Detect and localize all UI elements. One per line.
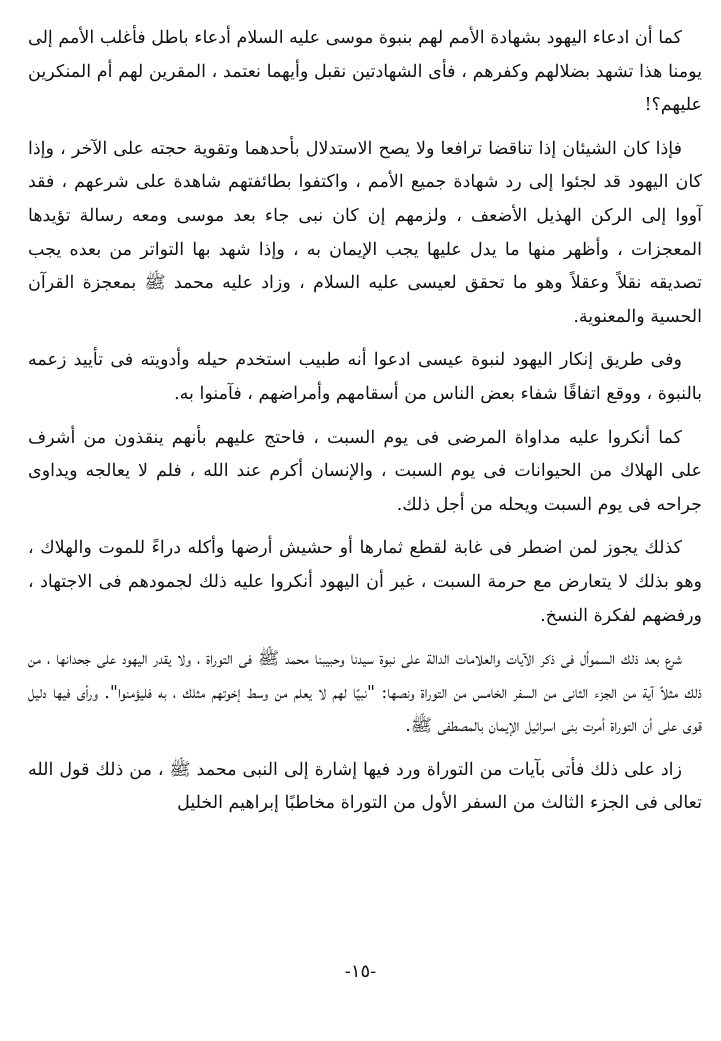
paragraph-6: شرع بعد ذلك السموأل فى ذكر الآيات والعلامات الدالة على نبوة سيدنا وحبيبنا محمد ﷺ فى التوراة ، ولا يقدر اليهود على جحدانها ، من ذلك مثلاً آية من الجزء الثانى من السفر الخامس من التوراة ونصها: "نبيًا لهم لا يعلم من وسط إخوتهم مثلك ، به فليؤمنوا". ورأى فيها دليل قوى على أن التوراة أمرت بنى اسرائيل الإيمان بالمصطفى ﷺ. [28,649,702,737]
page-number: -١٥- [344,961,377,982]
paragraph-1: كما أن ادعاء اليهود بشهادة الأمم لهم بنبوة موسى عليه السلام أدعاء باطل فأغلب الأمم إلى يومنا هذا تشهد بضلالهم وكفرهم ، فأى الشهادتين نقبل وأيهما نعتمد ، المقرين لهم أم المنكرين عليهم؟! [28,28,702,116]
paragraph-2: فإذا كان الشيئان إذا تناقضا ترافعا ولا يصح الاستدلال بأحدهما وتقوية حجته على الآخر ، وإذا كان اليهود قد لجئوا إلى رد شهادة جميع الأمم ، واكتفوا بطائفتهم شاهدة على شرعهم ، فقد آووا إلى الركن الهذيل الأضعف ، ولزمهم إن كان نبى جاء بعد موسى ومعه رسالة تؤيدها المعجزات ، وأظهر منها ما يدل عليها يجب الإيمان به ، وإذا شهد بها التواتر من بعده يجب تصديقه نقلاً وعقلاً وهو ما تحقق لعيسى عليه السلام ، وزاد عليه محمد ﷺ بمعجزة القرآن الحسية والمعنوية. [28,138,702,327]
paragraph-5: كذلك يجوز لمن اضطر فى غابة لقطع ثمارها أو حشيش أرضها وأكله دراءً للموت والهلاك ، وهو بذلك لا يتعارض مع حرمة السبت ، غير أن اليهود أنكروا عليه ذلك لجمودهم فى الاجتهاد ، ورفضهم لفكرة النسخ. [28,538,702,626]
paragraph-7: زاد على ذلك فأتى بآيات من التوراة ورد فيها إشارة إلى النبى محمد ﷺ ، من ذلك قول الله تعالى فى الجزء الثالث من السفر الأول من التوراة مخاطبًا إبراهيم الخليل [28,759,702,814]
paragraph-3: وفى طريق إنكار اليهود لنبوة عيسى ادعوا أنه طبيب استخدم حيله وأدويته فى تأييد زعمه بالنبوة ، ووقع اتفاقًا شفاء بعض الناس من أسقامهم وأمراضهم ، فآمنوا به. [28,350,702,404]
paragraph-4: كما أنكروا عليه مداواة المرضى فى يوم السبت ، فاحتج عليهم بأنهم ينقذون من أشرف على الهلاك من الحيوانات فى يوم السبت ، والإنسان أكرم عند الله ، فلم لا يعالجه ويداوى جراحه فى يوم السبت ويحله من أجل ذلك. [28,427,702,515]
body-text [28,22,702,831]
